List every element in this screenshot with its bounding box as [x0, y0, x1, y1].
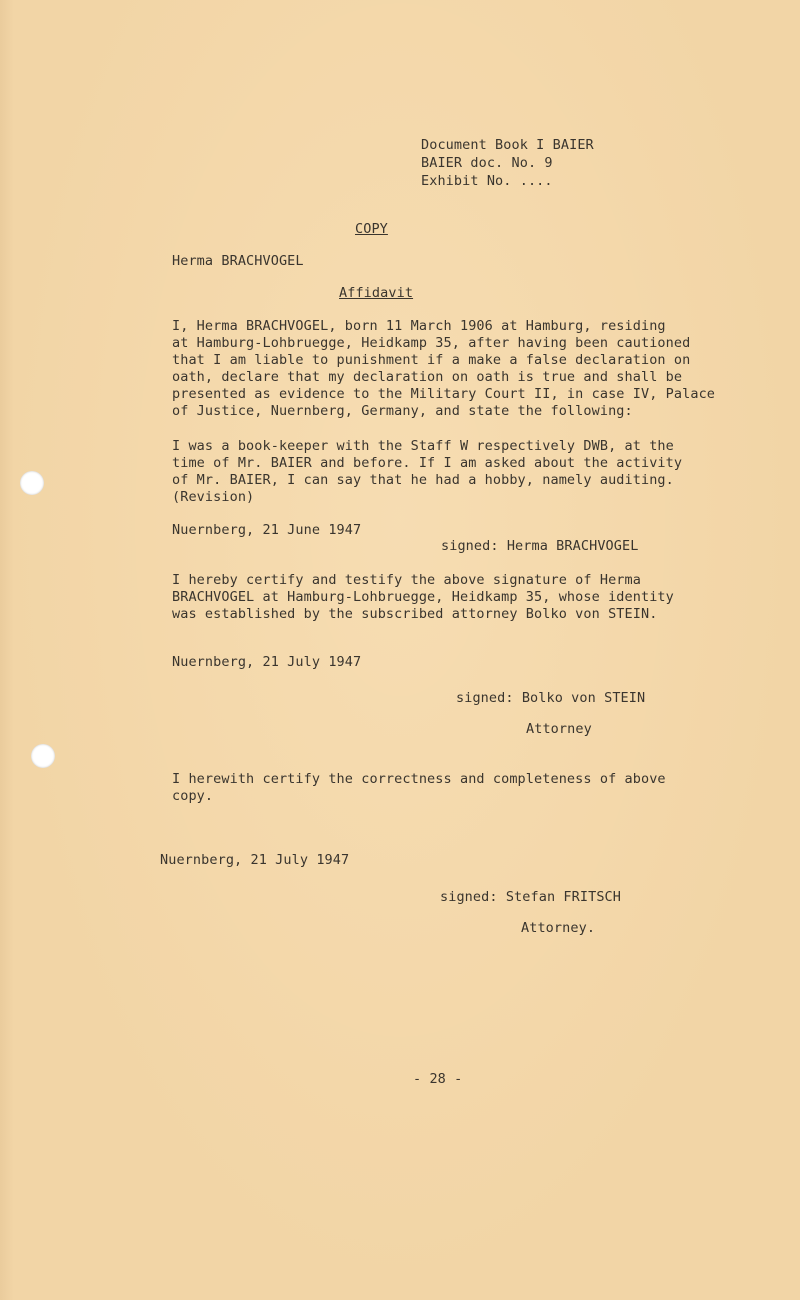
paragraph-line: that I am liable to punishment if a make a false declaration on	[172, 352, 691, 368]
attorney-title-3: Attorney.	[521, 920, 596, 936]
paragraph-line: time of Mr. BAIER and before. If I am asked about the activity	[172, 455, 683, 471]
paragraph-line: I herewith certify the correctness and completeness of above	[172, 771, 666, 787]
paragraph-line: I, Herma BRACHVOGEL, born 11 March 1906 at Hamburg, residing	[172, 318, 666, 334]
signature-line-3: signed: Stefan FRITSCH	[440, 889, 622, 905]
document-header-line1: Document Book I BAIER	[421, 137, 594, 153]
paragraph-line: was established by the subscribed attorney Bolko von STEIN.	[172, 606, 658, 622]
paragraph-line: BRACHVOGEL at Hamburg-Lohbruegge, Heidkamp 35, whose identity	[172, 589, 674, 605]
attorney-title-2: Attorney	[526, 721, 592, 737]
paragraph-line: oath, declare that my declaration on oath is true and shall be	[172, 369, 683, 385]
punch-hole-top	[20, 471, 44, 495]
date-line-2: Nuernberg, 21 July 1947	[172, 654, 362, 670]
paragraph-line: copy.	[172, 788, 214, 804]
date-line-1: Nuernberg, 21 June 1947	[172, 522, 362, 538]
signature-line-1: signed: Herma BRACHVOGEL	[441, 538, 639, 554]
paragraph-line: I hereby certify and testify the above signature of Herma	[172, 572, 641, 588]
affiant-name: Herma BRACHVOGEL	[172, 253, 304, 269]
affidavit-heading: Affidavit	[339, 285, 414, 301]
paragraph-line: at Hamburg-Lohbruegge, Heidkamp 35, after having been cautioned	[172, 335, 691, 351]
paragraph-line: I was a book-keeper with the Staff W respectively DWB, at the	[172, 438, 674, 454]
copy-heading: COPY	[355, 221, 388, 237]
document-header-line2: BAIER doc. No. 9	[421, 155, 553, 171]
paragraph-line: (Revision)	[172, 489, 255, 505]
document-header-line3: Exhibit No. ....	[421, 173, 553, 189]
paragraph-line: of Justice, Nuernberg, Germany, and state the following:	[172, 403, 633, 419]
signature-line-2: signed: Bolko von STEIN	[456, 690, 646, 706]
page-number: - 28 -	[413, 1071, 463, 1087]
paragraph-line: presented as evidence to the Military Court II, in case IV, Palace	[172, 386, 716, 402]
date-line-3: Nuernberg, 21 July 1947	[160, 852, 350, 868]
punch-hole-bottom	[31, 744, 55, 768]
paragraph-line: of Mr. BAIER, I can say that he had a hobby, namely auditing.	[172, 472, 674, 488]
